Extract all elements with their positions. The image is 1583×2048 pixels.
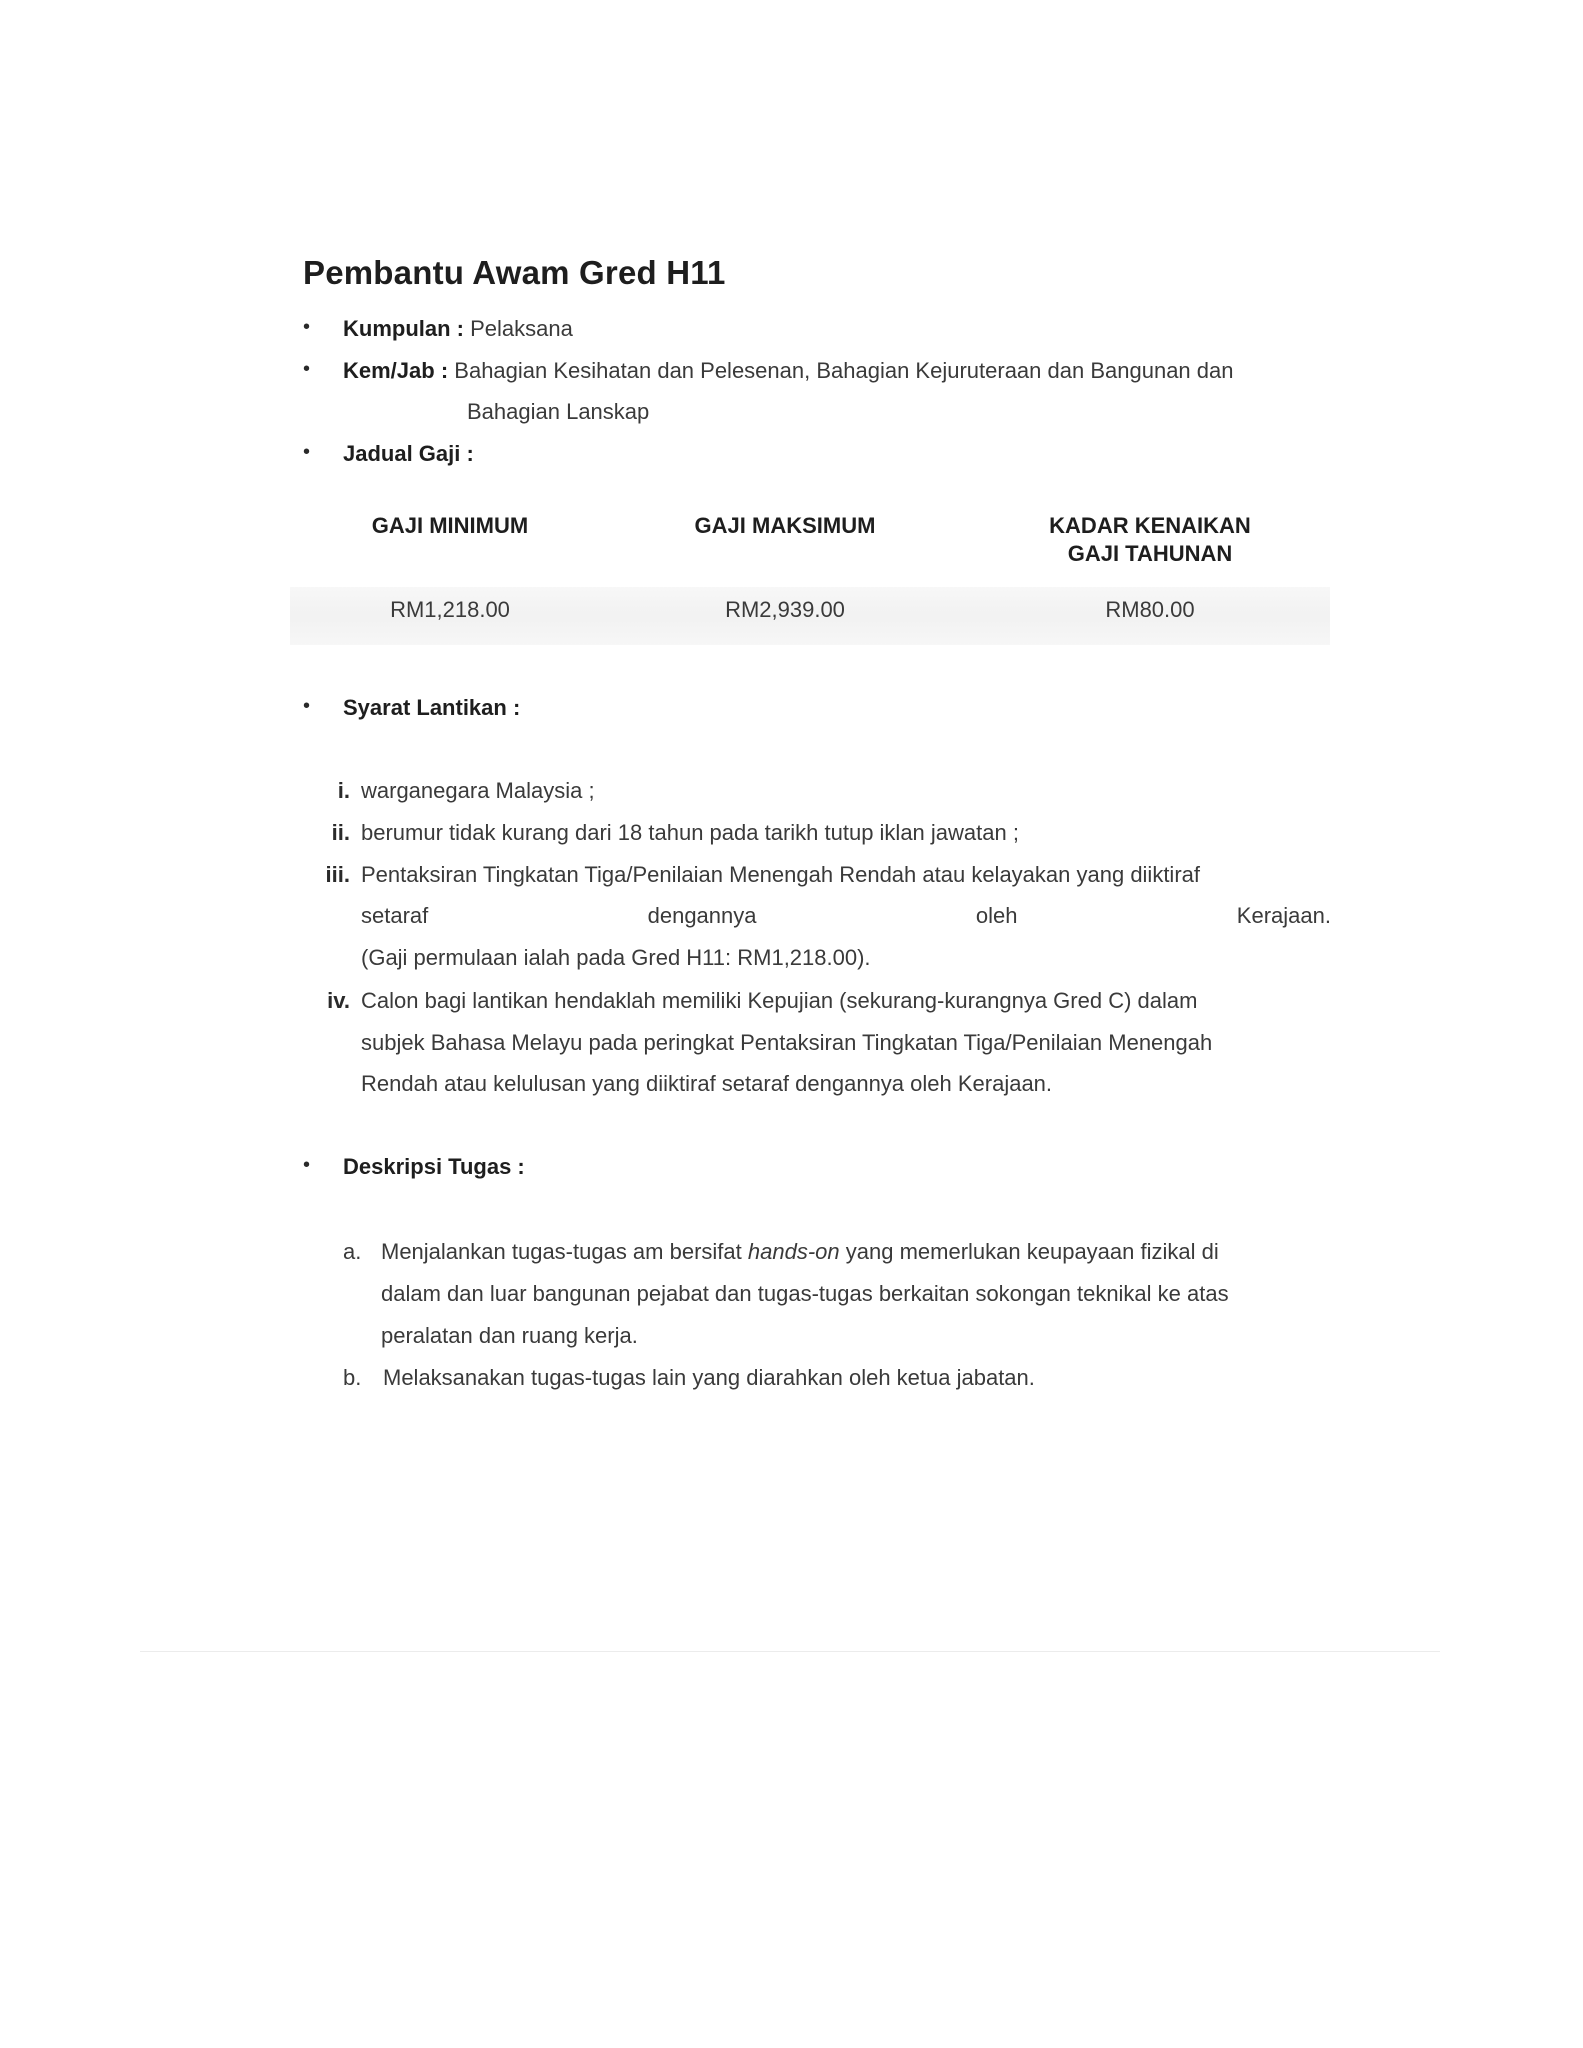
bullet-icon: • <box>303 316 311 338</box>
syarat-item-3-line1: Pentaksiran Tingkatan Tiga/Penilaian Menengah Rendah atau kelayakan yang diiktiraf <box>361 862 1200 887</box>
header-kadar-line2: GAJI TAHUNAN <box>1067 541 1233 566</box>
bullet-icon: • <box>303 441 311 463</box>
syarat-num-4: iv. <box>327 988 350 1013</box>
syarat-num-2: ii. <box>331 820 350 845</box>
syarat-item-4-line3: Rendah atau kelulusan yang diiktiraf setaraf dengannya oleh Kerajaan. <box>361 1071 1053 1096</box>
kemjab-line1: Bahagian Kesihatan dan Pelesenan, Bahagian Kejuruteraan dan Bangunan dan <box>454 358 1234 383</box>
text-emphasis: hands-on <box>747 1239 840 1264</box>
syarat-item-2: berumur tidak kurang dari 18 tahun pada tarikh tutup iklan jawatan ; <box>361 820 1019 845</box>
syarat-num-1: i. <box>337 778 350 803</box>
deskripsi-item-a-line3: peralatan dan ruang kerja. <box>381 1323 638 1348</box>
deskripsi-item-a-line1 <box>381 1239 1219 1265</box>
syarat-item-4-line2: subjek Bahasa Melayu pada peringkat Pentaksiran Tingkatan Tiga/Penilaian Menengah <box>361 1030 1213 1055</box>
deskripsi-item-a-line2: dalam dan luar bangunan pejabat dan tugas-tugas berkaitan sokongan teknikal ke atas <box>381 1281 1229 1306</box>
text-segment: Menjalankan tugas-tugas am bersifat <box>381 1239 742 1264</box>
bullet-icon: • <box>303 695 311 717</box>
kumpulan-value: Pelaksana <box>470 316 573 341</box>
header-gaji-minimum: GAJI MINIMUM <box>371 513 529 538</box>
value-gaji-minimum: RM1,218.00 <box>390 597 510 622</box>
header-kadar-kenaikan <box>1010 512 1290 568</box>
scan-artifact-line <box>140 1651 1440 1652</box>
deskripsi-letter-b: b. <box>343 1365 362 1390</box>
word: setaraf <box>361 903 429 928</box>
kemjab-text <box>343 358 1233 384</box>
header-gaji-maksimum: GAJI MAKSIMUM <box>694 513 876 538</box>
kumpulan-text <box>343 316 573 342</box>
syarat-num-3: iii. <box>325 862 350 887</box>
syarat-item-3-line3: (Gaji permulaan ialah pada Gred H11: RM1,218.00). <box>361 945 871 970</box>
page-title: Pembantu Awam Gred H11 <box>303 254 726 291</box>
syarat-item-1: warganegara Malaysia ; <box>361 778 595 803</box>
deskripsi-item-b-line1: Melaksanakan tugas-tugas lain yang diarahkan oleh ketua jabatan. <box>383 1365 1035 1390</box>
text-segment: yang memerlukan keupayaan fizikal di <box>845 1239 1219 1264</box>
word: oleh <box>975 903 1018 928</box>
value-kadar-kenaikan: RM80.00 <box>1105 597 1195 622</box>
jadual-gaji-label: Jadual Gaji : <box>343 441 474 466</box>
bullet-icon: • <box>303 358 311 380</box>
value-gaji-maksimum: RM2,939.00 <box>725 597 845 622</box>
word: Kerajaan. <box>1236 903 1331 928</box>
kemjab-label: Kem/Jab : <box>343 358 449 383</box>
header-kadar-line1: KADAR KENAIKAN <box>1049 513 1251 538</box>
bullet-icon: • <box>303 1154 311 1176</box>
word: dengannya <box>647 903 757 928</box>
deskripsi-label: Deskripsi Tugas : <box>343 1154 525 1179</box>
kemjab-line2: Bahagian Lanskap <box>467 399 650 424</box>
kumpulan-label: Kumpulan : <box>343 316 464 341</box>
syarat-label: Syarat Lantikan : <box>343 695 521 720</box>
syarat-item-4-line1: Calon bagi lantikan hendaklah memiliki Kepujian (sekurang-kurangnya Gred C) dalam <box>361 988 1198 1013</box>
deskripsi-letter-a: a. <box>343 1239 362 1264</box>
syarat-item-3-line2 <box>361 903 1331 929</box>
